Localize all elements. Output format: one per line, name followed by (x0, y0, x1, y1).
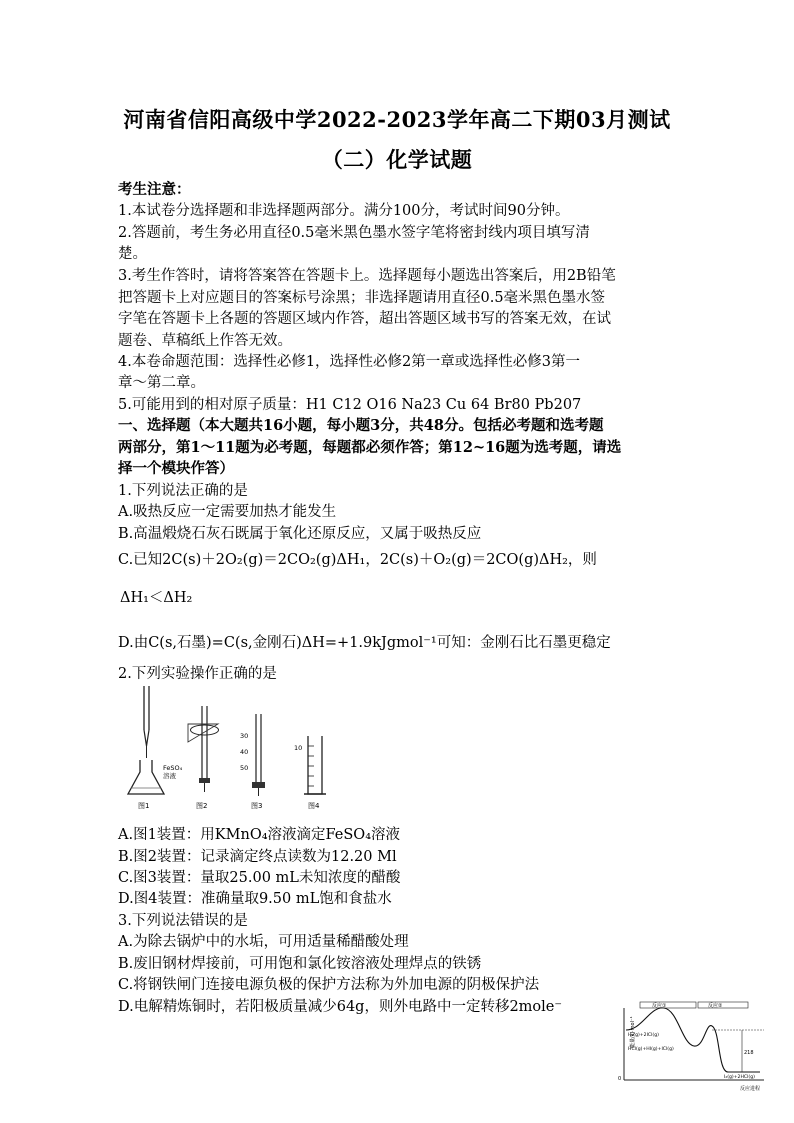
tick-label: 40 (240, 748, 249, 756)
flask-label: 溶液 (163, 772, 176, 780)
burette-over-flask-icon (128, 686, 183, 810)
fig-label: 图3 (251, 802, 263, 810)
page-title-line-2: （二）化学试题 (321, 147, 473, 172)
graduated-burette-icon (240, 714, 265, 810)
q1-option-c: C.已知2C(s)＋2O₂(g)＝2CO₂(g)ΔH₁，2C(s)＋O₂(g)＝2CO(g)ΔH₂，则 (118, 552, 597, 568)
q2-option-d: D.图4装置：准确量取9.50 mL饱和食盐水 (118, 891, 392, 907)
q1-stem: 1.下列说法正确的是 (118, 483, 248, 499)
state-label: H₂(g)+2ICl(g) (628, 1033, 659, 1038)
q1-option-c-cont: ΔH₁＜ΔH₂ (120, 590, 193, 606)
q1-option-a: A.吸热反应一定需要加热才能发生 (118, 504, 337, 520)
fig-label: 图4 (308, 802, 320, 810)
q2-stem: 2.下列实验操作正确的是 (118, 666, 277, 682)
q3-option-a: A.为除去锅炉中的水垢，可用适量稀醋酸处理 (118, 934, 409, 950)
step-label: 反应② (708, 1003, 723, 1009)
page-title-line-1: 河南省信阳高级中学2022-2023学年高二下期03月测试 (123, 107, 671, 132)
notice-line: 4.本卷命题范围：选择性必修1，选择性必修2第一章或选择性必修3第一 (118, 354, 581, 370)
notice-line: 3.考生作答时，请将答案答在答题卡上。选择题每小题选出答案后，用2B铅笔 (118, 268, 616, 284)
section-heading-line: 择一个模块作答） (118, 460, 234, 477)
q3-option-c: C.将钢铁闸门连接电源负极的保护方法称为外加电源的阴极保护法 (118, 977, 540, 993)
notice-line: 5.可能用到的相对原子质量：H1 C12 O16 Na23 Cu 64 Br80 Pb207 (118, 397, 582, 413)
delta-h-label: 218 (744, 1050, 754, 1056)
origin-label: 0 (618, 1076, 622, 1082)
tick-label: 50 (240, 764, 249, 772)
burette-reading-icon (188, 706, 219, 810)
q2-option-c: C.图3装置：量取25.00 mL未知浓度的醋酸 (118, 870, 401, 886)
state-label: HCl(g)+HI(g)+ICl(g) (628, 1047, 674, 1052)
section-heading-line: 一、选择题（本大题共16小题，每小题3分，共48分。包括必考题和选考题 (118, 417, 604, 434)
notice-line: 章～第二章。 (118, 375, 205, 391)
fig-label: 图2 (196, 802, 208, 810)
q3-option-d: D.电解精炼铜时，若阳极质量减少64g，则外电路中一定转移2mole⁻ (118, 999, 563, 1015)
q2-apparatus-figure (118, 686, 358, 812)
q1-option-b: B.高温煅烧石灰石既属于氧化还原反应，又属于吸热反应 (118, 526, 482, 542)
q2-option-a: A.图1装置：用KMnO₄溶液滴定FeSO₄溶液 (118, 827, 401, 843)
tick-label: 30 (240, 732, 249, 740)
notice-heading: 考生注意： (118, 181, 191, 198)
notice-line: 楚。 (118, 246, 147, 262)
energy-profile-diagram (612, 1000, 768, 1096)
section-heading-line: 两部分，第1～11题为必考题，每题都必须作答；第12~16题为选考题，请选 (118, 439, 622, 456)
q3-stem: 3.下列说法错误的是 (118, 913, 248, 929)
step-label: 反应① (652, 1003, 667, 1009)
tick-label: 10 (294, 744, 303, 752)
fig-label: 图1 (138, 802, 150, 810)
notice-line: 题卷、草稿纸上作答无效。 (118, 333, 292, 349)
flask-label: FeSO₄ (163, 764, 183, 772)
y-axis-label: 能量/kJ·mol⁻¹ (630, 1016, 636, 1048)
notice-line: 1.本试卷分选择题和非选择题两部分。满分100分，考试时间90分钟。 (118, 203, 570, 219)
x-axis-label: 反应进程 (740, 1086, 761, 1092)
q2-option-b: B.图2装置：记录滴定终点读数为12.20 Ml (118, 849, 397, 865)
notice-line: 字笔在答题卡上各题的答题区域内作答，超出答题区域书写的答案无效，在试 (118, 311, 611, 327)
q3-option-b: B.废旧钢材焊接前，可用饱和氯化铵溶液处理焊点的铁锈 (118, 956, 482, 972)
state-label: I₂(g)+2HCl(g) (724, 1075, 755, 1080)
notice-line: 2.答题前，考生务必用直径0.5毫米黑色墨水签字笔将密封线内项目填写清 (118, 225, 590, 241)
measuring-cylinder-icon (294, 736, 326, 810)
notice-line: 把答题卡上对应题目的答案标号涂黑；非选择题请用直径0.5毫米黑色墨水签 (118, 290, 606, 306)
q1-option-d: D.由C(s,石墨)=C(s,金刚石)ΔH=+1.9kJgmol⁻¹可知：金刚石比石墨更稳定 (118, 635, 611, 651)
